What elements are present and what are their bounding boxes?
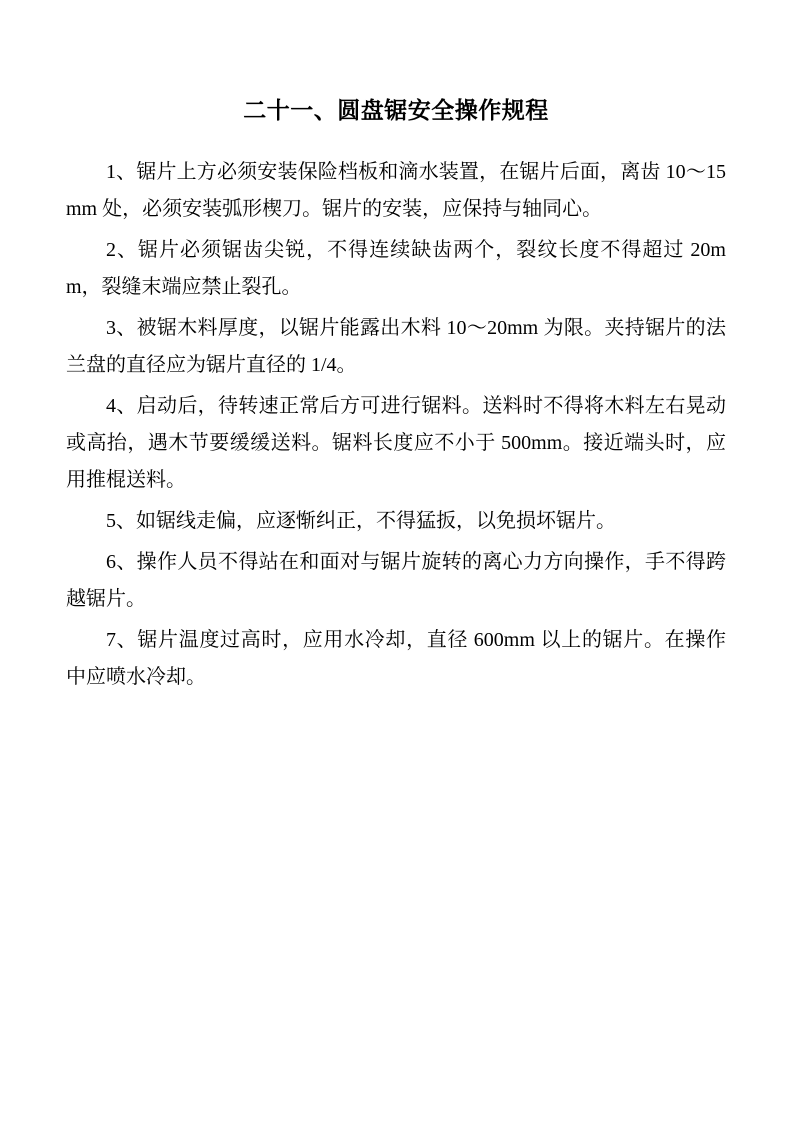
document-body — [66, 154, 726, 696]
document-title: 二十一、圆盘锯安全操作规程 — [243, 97, 549, 123]
paragraph: 3、被锯木料厚度，以锯片能露出木料 10～20mm 为限。夹持锯片的法兰盘的直径应为锯片直径的 1/4。 — [66, 317, 726, 376]
paragraph: 1、锯片上方必须安装保险档板和滴水装置，在锯片后面，离齿 10～15mm 处，必须安装弧形楔刀。锯片的安装，应保持与轴同心。 — [66, 161, 726, 220]
paragraph: 7、锯片温度过高时，应用水冷却，直径 600mm 以上的锯片。在操作中应喷水冷却。 — [66, 629, 726, 688]
paragraph: 4、启动后，待转速正常后方可进行锯料。送料时不得将木料左右晃动或高抬，遇木节要缓缓送料。锯料长度应不小于 500mm。接近端头时，应用推棍送料。 — [66, 395, 726, 491]
paragraph: 5、如锯线走偏，应逐惭纠正，不得猛扳，以免损坏锯片。 — [106, 510, 616, 532]
paragraph: 2、锯片必须锯齿尖锐，不得连续缺齿两个，裂纹长度不得超过 20mm，裂缝末端应禁止裂孔。 — [66, 239, 726, 298]
paragraph: 6、操作人员不得站在和面对与锯片旋转的离心力方向操作，手不得跨越锯片。 — [66, 551, 726, 610]
